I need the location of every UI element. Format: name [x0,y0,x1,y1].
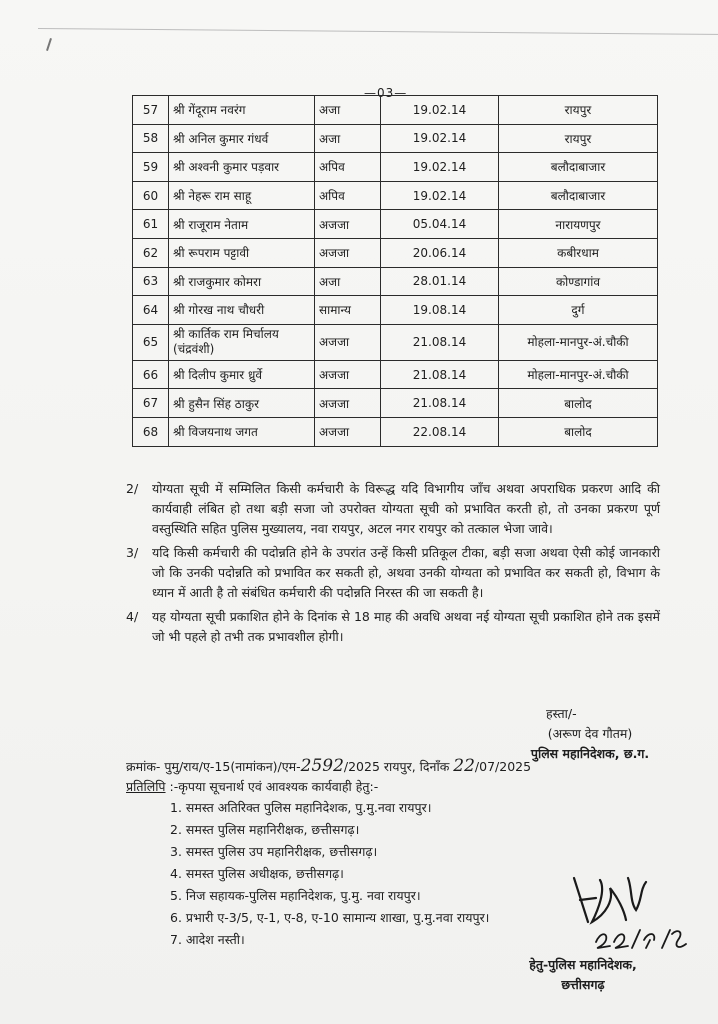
table-row [133,96,658,125]
paragraph-text: यह योग्यता सूची प्रकाशित होने के दिनांक से 18 माह की अवधि अथवा नई योग्यता सूची प्रकाशित होने तक इसमें जो भी पहले हो तभी तक प्रभावशील होगी। [152,609,660,644]
signatory-name: (अरूण देव गौतम) [547,726,633,741]
date-cell: 19.02.14 [381,96,499,125]
footer-state-line: छत्तीसगढ़ [561,977,605,992]
condition-paragraph [126,479,660,539]
signed-mark: हस्ता/- [546,706,577,721]
copy-to-label: प्रतिलिपि [126,779,166,794]
table-row [133,124,658,153]
name-cell: श्री अनिल कुमार गंधर्व [169,124,315,153]
table-row [133,389,658,418]
date-cell: 21.08.14 [381,360,499,389]
date-cell: 22.08.14 [381,417,499,446]
reference-date-suffix: /07/2025 [474,759,532,774]
name-cell: श्री विजयनाथ जगत [169,417,315,446]
date-cell: 19.02.14 [381,153,499,182]
list-item: 4. समस्त पुलिस अधीक्षक, छत्तीसगढ़। [170,866,344,881]
reference-number: 2592 [300,756,344,776]
name-cell: श्री गेंदूराम नवरंग [169,96,315,125]
serial-number-cell: 66 [133,360,169,389]
copy-recipients-list [170,797,570,951]
date-cell: 28.01.14 [381,267,499,296]
paragraph-text: यदि किसी कर्मचारी की पदोन्नति होने के उपरांत उन्हें किसी प्रतिकूल टीका, बड़ी सजा अथवा ऐसी कोई जानकारी जो कि उनकी पदोन्नति को प्रभावित कर सकती हो, अथवा उनकी योग्यता को प्रभावित कर सकती हो, विभाग के ध्यान में आती है तो संबंधित कर्मचारी की पदोन्नति निरस्त की जा सकती है। [152,545,660,600]
table-row [133,153,658,182]
serial-number-cell: 60 [133,181,169,210]
date-cell: 19.02.14 [381,181,499,210]
category-cell: अजजा [315,360,381,389]
handwritten-initials [566,870,696,950]
conditions-section [126,479,660,651]
serial-number-cell: 62 [133,238,169,267]
category-cell: अजा [315,96,381,125]
district-cell: बलौदाबाजार [499,181,658,210]
table-row [133,210,658,239]
footer-for-line: हेतु-पुलिस महानिदेशक, [529,957,637,972]
name-cell: श्री अश्वनी कुमार पड़वार [169,153,315,182]
date-cell: 21.08.14 [381,324,499,360]
category-cell: अजजा [315,210,381,239]
date-cell: 21.08.14 [381,389,499,418]
table-row [133,324,658,360]
category-cell: अजजा [315,417,381,446]
serial-number-cell: 68 [133,417,169,446]
pen-mark [46,38,52,51]
district-cell: मोहला-मानपुर-अं.चौकी [499,360,658,389]
paragraph-text: योग्यता सूची में सम्मिलित किसी कर्मचारी के विरूद्ध यदि विभागीय जाँच अथवा अपराधिक प्रकरण आदि की कार्यवाही लंबित हो तथा बड़ी सजा जो उपरोक्त योग्यता सूची को प्रभावित करती हो, तो उनका प्रकरण पूर्ण वस्तुस्थिति सहित पुलिस मुख्यालय, नवा रायपुर, अटल नगर रायपुर को तत्काल भेजा जावे। [152,481,660,536]
district-cell: कबीरधाम [499,238,658,267]
name-cell: श्री राजूराम नेताम [169,210,315,239]
eligibility-table [132,95,658,447]
list-item: 2. समस्त पुलिस महानिरीक्षक, छत्तीसगढ़। [170,822,360,837]
list-item: 3. समस्त पुलिस उप महानिरीक्षक, छत्तीसगढ़। [170,844,378,859]
name-cell: श्री दिलीप कुमार ध्रुर्वे [169,360,315,389]
category-cell: अजा [315,124,381,153]
district-cell: रायपुर [499,96,658,125]
reference-prefix: क्रमांक- पुमु/राय/ए-15(नामांकन)/एम- [126,759,301,774]
list-item: 1. समस्त अतिरिक्त पुलिस महानिदेशक, पु.मु.नवा रायपुर। [170,800,432,815]
paragraph-number: 2/ [126,481,139,496]
name-cell: श्री गोरख नाथ चौधरी [169,296,315,325]
serial-number-cell: 64 [133,296,169,325]
page-number: —03— [364,86,408,100]
category-cell: अजजा [315,389,381,418]
table-row [133,417,658,446]
footer-block [498,955,668,995]
table-row [133,238,658,267]
district-cell: बालोद [499,389,658,418]
table-row [133,360,658,389]
serial-number-cell: 61 [133,210,169,239]
district-cell: मोहला-मानपुर-अं.चौकी [499,324,658,360]
serial-number-cell: 67 [133,389,169,418]
category-cell: अपिव [315,153,381,182]
district-cell: रायपुर [499,124,658,153]
district-cell: बलौदाबाजार [499,153,658,182]
reference-day: 22 [453,756,475,776]
district-cell: दुर्ग [499,296,658,325]
name-cell: श्री रूपराम पट्टावी [169,238,315,267]
signatory-designation: पुलिस महानिदेशक, छ.ग. [530,746,650,761]
reference-line [126,756,686,797]
name-cell: श्री नेहरू राम साहू [169,181,315,210]
category-cell: अजजा [315,324,381,360]
date-cell: 19.02.14 [381,124,499,153]
serial-number-cell: 63 [133,267,169,296]
paragraph-number: 4/ [126,609,139,624]
condition-paragraph [126,607,660,647]
serial-number-cell: 65 [133,324,169,360]
copy-to-intro: :-कृपया सूचनार्थ एवं आवश्यक कार्यवाही हेतु:- [169,779,379,794]
category-cell: सामान्य [315,296,381,325]
category-cell: अपिव [315,181,381,210]
table-row [133,267,658,296]
category-cell: अजा [315,267,381,296]
reference-city-date: /2025 रायपुर, दिनाँक [343,759,450,774]
district-cell: बालोद [499,417,658,446]
date-cell: 19.08.14 [381,296,499,325]
list-item: 6. प्रभारी ए-3/5, ए-1, ए-8, ए-10 सामान्य शाखा, पु.मु.नवा रायपुर। [170,910,490,925]
serial-number-cell: 57 [133,96,169,125]
district-cell: नारायणपुर [499,210,658,239]
paragraph-number: 3/ [126,545,139,560]
signature-block [510,704,670,764]
name-cell: श्री कार्तिक राम मिर्चालय (चंद्रवंशी) [169,324,315,360]
serial-number-cell: 59 [133,153,169,182]
scan-edge-line [38,28,718,35]
name-cell: श्री हुसैन सिंह ठाकुर [169,389,315,418]
name-cell: श्री राजकुमार कोमरा [169,267,315,296]
date-cell: 20.06.14 [381,238,499,267]
table-row [133,181,658,210]
condition-paragraph [126,543,660,603]
serial-number-cell: 58 [133,124,169,153]
list-item: 5. निज सहायक-पुलिस महानिदेशक, पु.मु. नवा रायपुर। [170,888,421,903]
date-cell: 05.04.14 [381,210,499,239]
list-item: 7. आदेश नस्ती। [170,932,245,947]
table-row [133,296,658,325]
category-cell: अजजा [315,238,381,267]
district-cell: कोण्डागांव [499,267,658,296]
